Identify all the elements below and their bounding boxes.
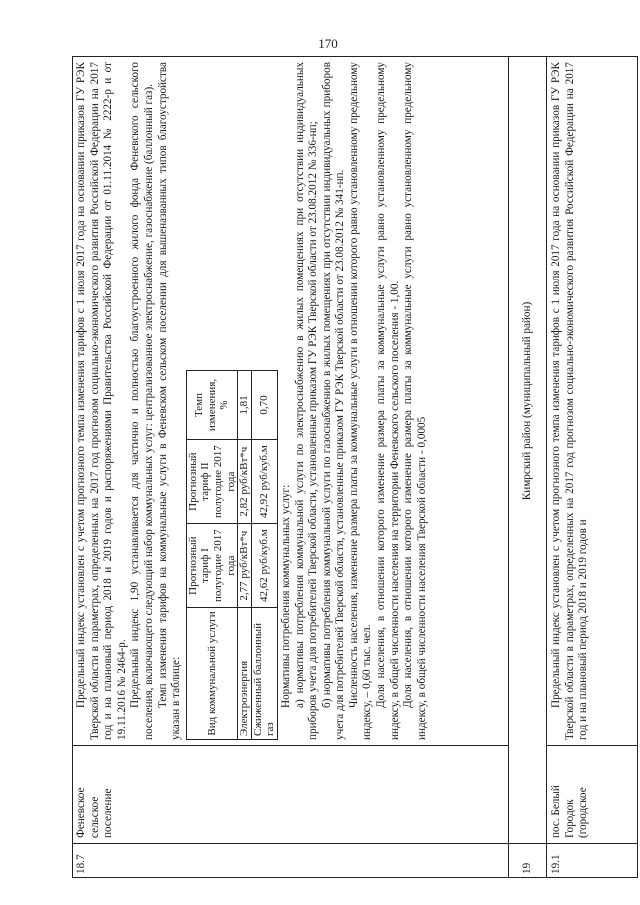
paragraph: Предельный индекс установлен с учетом прогнозного темпа изменения тарифов с 1 июля 2017 года на основании приказов ГУ РЭК Тверской области в параметрах, определенных на 2017 год прогнозом социально-экономического развития Российской Федерации на 2017 год и на плановый период 2018 и 2019 годов и	[550, 62, 590, 740]
paragraph: а) нормативы потребления коммунальной услуги по электроснабжению в жилых помещениях при отсутствии индивидуальных приборов учета для потребителей Тверской области, установленные приказом ГУ РЭК Тверской области от 23.08.2012 № 336-нп;	[293, 62, 320, 740]
table-cell: Электроэнергия	[238, 608, 252, 740]
tariff-table	[186, 370, 278, 740]
column-divider	[546, 745, 638, 746]
district-heading: Кимрский район (муниципальный район)	[521, 301, 533, 501]
header-cell: Прогнозный тариф I полугодие 2017 года	[186, 524, 237, 608]
rotated-table-sheet	[72, 56, 638, 878]
table-cell: 42,62 руб/куб.м	[251, 524, 277, 608]
table-cell: 2,82 руб/кВт*ч	[238, 440, 252, 524]
paragraph: Нормативы потребления коммунальных услуг:	[279, 484, 292, 708]
settlement-name: пос. Белый Городок (городское	[550, 785, 590, 838]
row-number: 19.1	[550, 854, 562, 874]
column-divider	[72, 843, 638, 844]
row-text	[75, 62, 429, 740]
row-divider	[508, 56, 509, 878]
paragraph: Доля населения, в отношении которого изменение размера платы за коммунальные услуги равно установленному предельному индексу, в общей численности населения на территории Феневского сельского поселения - 1,00.	[375, 62, 401, 740]
row-number: 18.7	[75, 854, 87, 874]
paragraph: Предельный индекс установлен с учетом прогнозного темпа изменения тарифов с 1 июля 2017 года на основании приказов ГУ РЭК Тверской области в параметрах, определенных на 2017 год прогнозом социально-экономического развития Российской Федерации на 2017 год и на плановый период 2018 и 2019 годов и распоряжениями Правительства Российской Федерации от 01.11.2014 № 2222-р и от 19.11.2016 № 2464-р.	[75, 62, 128, 740]
header-cell: Вид коммунальной услуги	[186, 608, 237, 740]
tariff-table-row	[251, 371, 277, 740]
row-text	[550, 62, 591, 740]
table-cell: Сжиженный баллонный газ	[251, 608, 277, 740]
table-cell: 0,70	[251, 371, 277, 440]
table-cell: 2,77 руб/кВт*ч	[238, 524, 252, 608]
paragraph: Предельный индекс 1,90 устанавливается для частично и полностью благоустроенного жилого фонда Феневского сельского поселения, включающего следующий набор коммунальных услуг: централизованное электроснабжение, газоснабжение (баллонный газ).	[129, 62, 155, 740]
paragraph: Численность населения, изменение размера платы за коммунальные услуги в отношении которого равно установленному предельному индексу, – 0,60 тыс. чел.	[347, 62, 374, 740]
paragraph: Темп изменения тарифов на коммунальные услуги в Феневском сельском поселении для вышеназванных типов благоустройства указан в таблице:	[156, 62, 183, 740]
header-cell: Темп изменения, %	[186, 371, 237, 440]
tariff-table-row	[238, 371, 252, 740]
row-number: 19	[521, 862, 533, 874]
tariff-table-header	[186, 371, 237, 740]
paragraph: Доля населения, в отношении которого изменение размера платы за коммунальные услуги равно установленному предельному индексу, в общей численности населения Тверской области - 0,0005	[402, 62, 428, 740]
row-divider	[546, 56, 547, 878]
table-cell: 42,92 руб/куб.м	[251, 440, 277, 524]
header-cell: Прогнозный тариф II полугодие 2017 года	[186, 440, 237, 524]
column-divider	[72, 745, 508, 746]
table-cell: 1,81	[238, 371, 252, 440]
paragraph: б) нормативы потребления коммунальной услуги по газоснабжению в жилых помещениях при отсутствии индивидуальных приборов учета для потребителей Тверской области, установленные приказом ГУ РЭК Тверской области от 23.08.2012 № 341-нп.	[320, 62, 347, 740]
page-number: 170	[318, 36, 338, 51]
settlement-name: Феневское сельское поселение	[75, 787, 115, 838]
